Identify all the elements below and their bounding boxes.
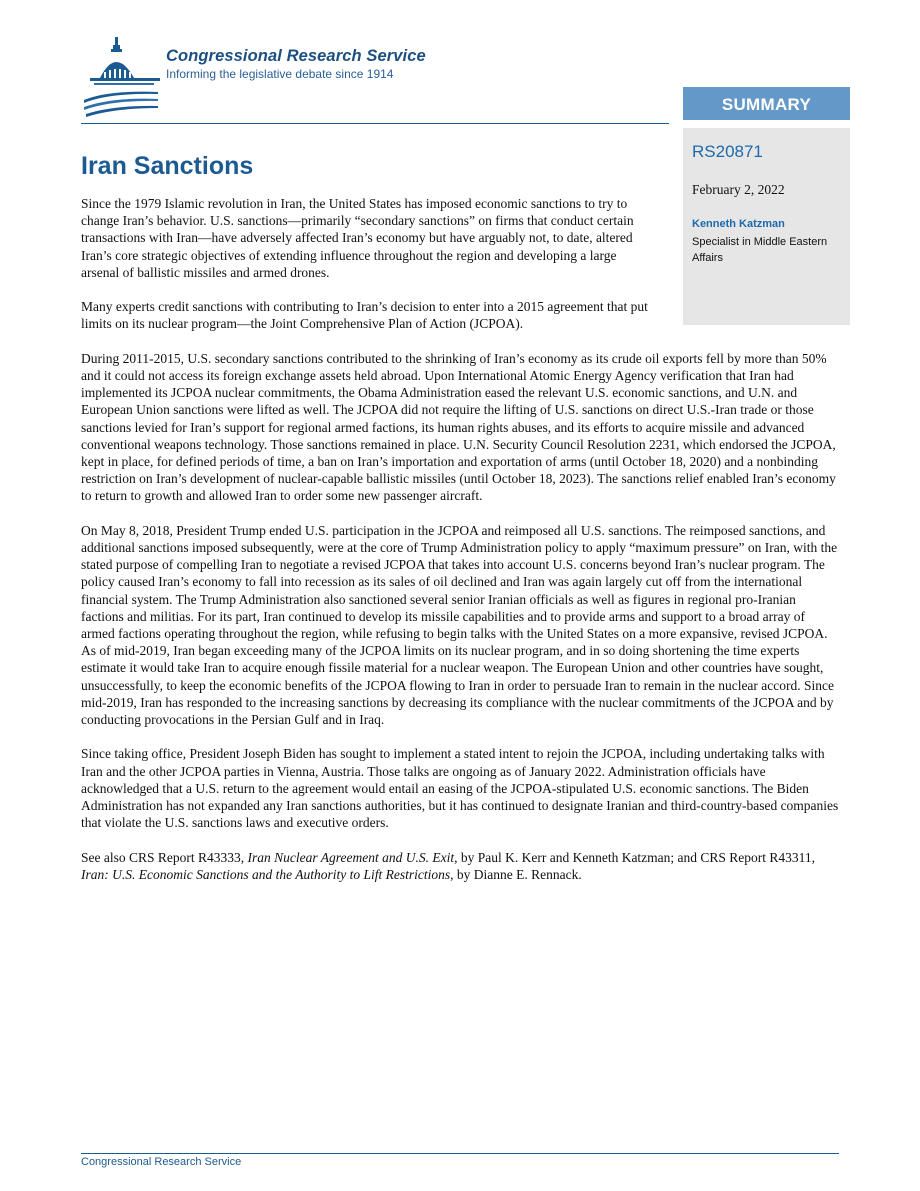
report-link-r43311[interactable]: Iran: U.S. Economic Sanctions and the Authority to Lift Restrictions: [81, 866, 451, 882]
paragraph-biden: Since taking office, President Joseph Biden has sought to implement a stated intent to rejoin the JCPOA, including undertaking talks with Iran and the other JCPOA parties in Vienna, Austria. Those talks are ongoing as of January 2022. Administration officials have acknowledged that a U.S. return to the agreement would entail an easing of the JCPOA-stipulated U.S. economic sanctions. The Biden Administration has not expanded any Iran sanctions authorities, but it has continued to designate Iranian and third-country-based companies that violate the U.S. sanctions laws and executive orders.: [81, 746, 839, 831]
paragraph-intro: Since the 1979 Islamic revolution in Iran, the United States has imposed economic sanctions to try to change Iran’s behavior. U.S. sanctions—primarily “secondary sanctions” on firms that conduct certain transactions with Iran—have adversely affected Iran’s economy but have arguably not, to date, altered Iran’s core strategic objectives of extending influence throughout the region and developing a large arsenal of ballistic missiles and armed drones.: [81, 196, 634, 280]
summary-label: SUMMARY: [683, 87, 850, 120]
report-date: February 2, 2022: [692, 182, 785, 197]
document-body: [81, 195, 841, 900]
page-title: Iran Sanctions: [81, 152, 254, 180]
footer-divider: [81, 1153, 839, 1154]
author-title: Specialist in Middle Eastern Affairs: [692, 236, 828, 264]
paragraph-jcpoa-lead: Many experts credit sanctions with contributing to Iran’s decision to enter into a 2015 agreement that put limits on its nuclear program—the Joint Comprehensive Plan of Action (JCPOA).: [81, 299, 648, 332]
report-number: RS20871: [692, 142, 763, 161]
paragraph-see-also: [81, 849, 841, 883]
org-tagline: Informing the legislative debate since 1914: [166, 67, 394, 81]
author-name: Kenneth Katzman: [692, 218, 785, 230]
header-divider: [81, 123, 669, 124]
paragraph-trump: On May 8, 2018, President Trump ended U.S. participation in the JCPOA and reimposed all U.S. sanctions. The reimposed sanctions, and additional sanctions imposed subsequently, were at the core of Trump Administration policy to apply “maximum pressure” on Iran, with the stated purpose of compelling Iran to negotiate a revised JCPOA that takes into account U.S. concerns beyond Iran’s nuclear program. The policy caused Iran’s economy to fall into recession as its sales of oil declined and Iran was again largely cut off from the international financial system. The Trump Administration also sanctioned several senior Iranian officials as well as figures in regional pro-Iranian factions and militias. For its part, Iran continued to develop its missile capabilities and to provide arms and support to a broad array of armed factions operating throughout the region, while refusing to begin talks with the United States on a more expansive, revised JCPOA. As of mid-2019, Iran began exceeding many of the JCPOA limits on its nuclear program, and in so doing shortening the time experts estimate it would take Iran to acquire enough fissile material for a nuclear weapon. The European Union and other countries have sought, unsuccessfully, to keep the economic benefits of the JCPOA flowing to Iran in order to persuade Iran to remain in the nuclear accord. Since mid-2019, Iran has responded to the increasing sanctions by decreasing its compliance with the nuclear commitments of the JCPOA and by conducting provocations in the Persian Gulf and in Iraq.: [81, 522, 838, 728]
see-also-mid: , by Paul K. Kerr and Kenneth Katzman; and CRS Report R43311,: [454, 849, 816, 865]
report-link-r43333[interactable]: Iran Nuclear Agreement and U.S. Exit: [247, 849, 455, 865]
footer-org-name: Congressional Research Service: [81, 1156, 242, 1168]
paragraph-jcpoa: During 2011-2015, U.S. secondary sanctions contributed to the shrinking of Iran’s economy as its crude oil exports fell by more than 50% and it could not access its foreign exchange assets held abroad. Upon International Atomic Energy Agency verification that Iran had implemented its JCPOA nuclear commitments, the Obama Administration eased the relevant U.S. economic sanctions, and U.N. and European Union sanctions were lifted as well. The JCPOA did not require the lifting of U.S. sanctions on direct U.S.-Iran trade or those sanctions levied for Iran’s support for regional armed factions, its human rights abuses, and its efforts to acquire missile and advanced conventional weapons technology. Those sanctions remained in place. U.N. Security Council Resolution 2231, which endorsed the JCPOA, kept in place, for defined periods of time, a ban on Iran’s importation and exportation of arms (until October 18, 2020) and a nonbinding restriction on Iran’s development of nuclear-capable ballistic missiles (until October 18, 2023). The sanctions relief enabled Iran’s economy to return to growth and allowed Iran to order some new passenger aircraft.: [81, 350, 836, 504]
see-also-end: , by Dianne E. Rennack.: [450, 866, 582, 882]
see-also-intro: See also CRS Report R43333,: [81, 849, 248, 865]
org-name: Congressional Research Service: [166, 47, 426, 65]
capitol-dome-icon: [82, 36, 172, 126]
